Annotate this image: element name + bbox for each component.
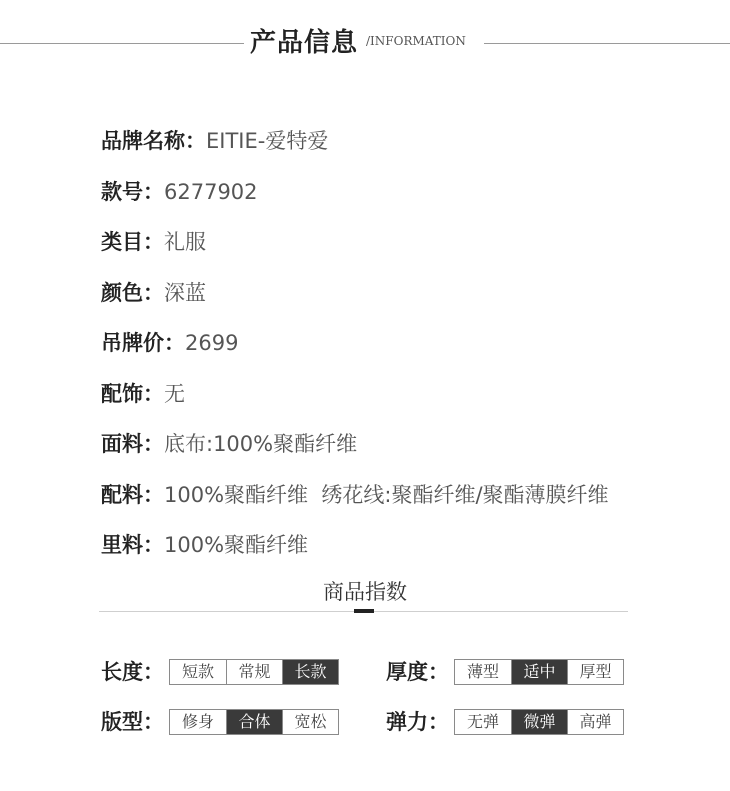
option-short: 短款: [181, 662, 214, 681]
info-label: 里料：: [101, 533, 164, 557]
attr-options: [169, 659, 339, 685]
info-value: 6277902: [164, 179, 258, 204]
attr-label: 弹力：: [386, 710, 449, 734]
option-no-stretch: 无弹: [466, 712, 499, 731]
info-row-color: [101, 278, 721, 329]
attr-options: [454, 659, 624, 685]
info-label: 配料：: [101, 482, 164, 507]
info-row-trim: [101, 480, 721, 531]
info-label: 颜色：: [101, 280, 164, 305]
info-row-style-no: [101, 177, 721, 228]
option-medium-selected: 适中: [511, 660, 567, 684]
page-subtitle: /INFORMATION: [366, 34, 466, 48]
info-value: 100%聚酯纤维: [164, 533, 309, 557]
info-label: 面料：: [101, 432, 164, 456]
info-label: 吊牌价：: [101, 331, 185, 355]
option-loose: 宽松: [282, 710, 338, 734]
option-regular: 常规: [226, 660, 282, 684]
option-slight-stretch-selected: 微弹: [511, 710, 567, 734]
info-row-lining: [101, 530, 721, 581]
info-label: 配饰：: [101, 381, 164, 406]
info-value: 100%聚酯纤维 绣花线:聚酯纤维/聚酯薄膜纤维: [164, 482, 609, 507]
info-label: 类目：: [101, 230, 164, 254]
attr-options: [454, 709, 624, 735]
info-value: 礼服: [164, 230, 206, 254]
option-fitted-selected: 合体: [226, 710, 282, 734]
section-divider-mark: [354, 609, 374, 613]
option-thin: 薄型: [466, 662, 499, 681]
attr-options: [169, 709, 339, 735]
option-thick: 厚型: [567, 660, 623, 684]
header-rule-left: [0, 43, 244, 44]
product-info-list: [101, 126, 721, 581]
option-slim: 修身: [181, 712, 214, 731]
info-value: 底布:100%聚酯纤维: [164, 432, 358, 456]
info-value: EITIE-爱特爱: [206, 129, 329, 153]
option-high-stretch: 高弹: [567, 710, 623, 734]
info-header: [0, 18, 730, 68]
info-row-price: [101, 328, 721, 379]
info-value: 深蓝: [164, 280, 206, 305]
info-row-fabric: [101, 429, 721, 480]
attr-label: 版型：: [101, 710, 164, 734]
page-title: 产品信息: [250, 28, 359, 58]
attr-label: 厚度：: [386, 660, 449, 684]
info-row-brand: [101, 126, 721, 177]
info-row-category: [101, 227, 721, 278]
option-long-selected: 长款: [282, 660, 338, 684]
header-rule-right: [484, 43, 730, 44]
section-title: 商品指数: [323, 580, 407, 604]
info-value: 2699: [185, 331, 239, 355]
info-value: 无: [164, 381, 185, 406]
attr-label: 长度：: [101, 660, 164, 684]
info-row-accessory: [101, 379, 721, 430]
info-label: 款号：: [101, 179, 164, 204]
info-label: 品牌名称：: [101, 129, 206, 153]
